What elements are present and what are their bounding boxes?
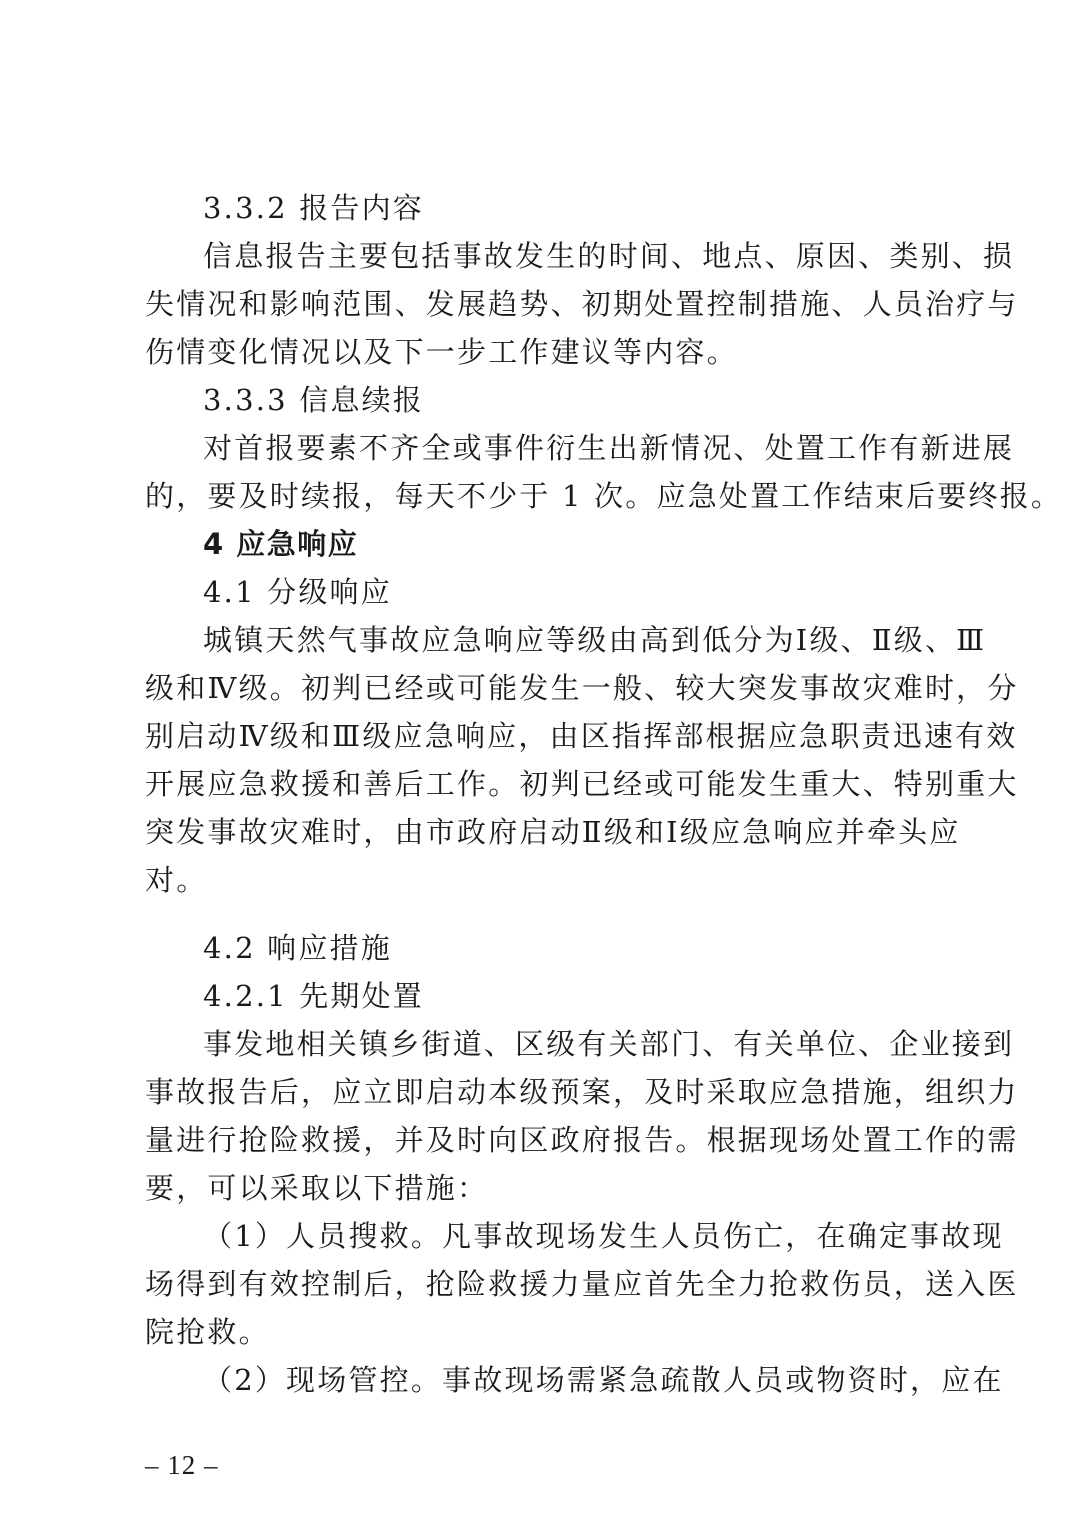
text-line: （2）现场管控。事故现场需紧急疏散人员或物资时，应在 [203, 1363, 1004, 1397]
text-line: 信息报告主要包括事故发生的时间、地点、原因、类别、损 [203, 239, 1015, 273]
text-line: 突发事故灾难时，由市政府启动Ⅱ级和Ⅰ级应急响应并牵头应 [145, 815, 961, 849]
text-line: 事发地相关镇乡街道、区级有关部门、有关单位、企业接到 [203, 1027, 1015, 1061]
text-line: 量进行抢险救援，并及时向区政府报告。根据现场处置工作的需 [145, 1123, 1019, 1157]
text-line: 伤情变化情况以及下一步工作建议等内容。 [145, 335, 738, 369]
text-line: 4.1 分级响应 [203, 575, 392, 609]
paragraph-gap [145, 904, 945, 924]
text-line: 城镇天然气事故应急响应等级由高到低分为Ⅰ级、Ⅱ级、Ⅲ [203, 623, 987, 657]
text-line: （1）人员搜救。凡事故现场发生人员伤亡，在确定事故现 [203, 1219, 1004, 1253]
document-body [145, 184, 1063, 1404]
text-line: 4.2 响应措施 [203, 931, 392, 965]
text-line: 对。 [145, 863, 208, 897]
text-line: 开展应急救援和善后工作。初判已经或可能发生重大、特别重大 [145, 767, 1019, 801]
text-line: 4.2.1 先期处置 [203, 979, 425, 1013]
text-line: 失情况和影响范围、发展趋势、初期处置控制措施、人员治疗与 [145, 287, 1019, 321]
text-line: 3.3.2 报告内容 [203, 191, 425, 225]
section-heading: 4 应急响应 [203, 527, 359, 561]
text-line: 要，可以采取以下措施： [145, 1171, 489, 1205]
text-line: 对首报要素不齐全或事件衍生出新情况、处置工作有新进展 [203, 431, 1015, 465]
text-line: 级和Ⅳ级。初判已经或可能发生一般、较大突发事故灾难时，分 [145, 671, 1019, 705]
text-line: 场得到有效控制后，抢险救援力量应首先全力抢救伤员，送入医 [145, 1267, 1019, 1301]
text-line: 3.3.3 信息续报 [203, 383, 425, 417]
text-line: 别启动Ⅳ级和Ⅲ级应急响应，由区指挥部根据应急职责迅速有效 [145, 719, 1018, 753]
text-line: 的，要及时续报，每天不少于 1 次。应急处置工作结束后要终报。 [145, 479, 1063, 513]
text-line: 事故报告后，应立即启动本级预案，及时采取应急措施，组织力 [145, 1075, 1019, 1109]
page-number: – 12 – [145, 1450, 219, 1480]
text-line: 院抢救。 [145, 1315, 270, 1349]
